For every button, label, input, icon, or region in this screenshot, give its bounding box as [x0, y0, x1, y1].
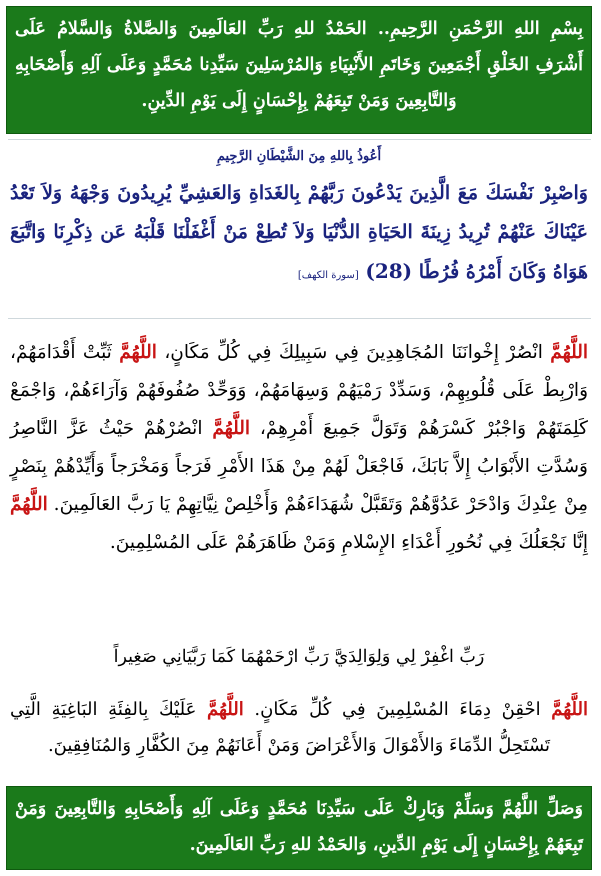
- allahumma-word: اللَّهُمَّ: [10, 494, 48, 515]
- dua-part: احْقِنْ دِمَاءَ المُسْلِمِينَ فِي كُلِّ مَكَانٍ.: [243, 699, 552, 720]
- header-text: بِسْمِ اللهِ الرَّحْمَنِ الرَّحِيمِ.. الحَمْدُ للهِ رَبِّ العَالَمِينَ وَالصَّلاةُ وَالسَّلامُ عَلَى أَشْرَفِ الخَلْقِ أَجْمَعِينَ وَخَاتَمِ الأَنْبِيَاءِ وَالمُرْسَلِينَ سَيِّدِنا مُحَمَّدٍ وَعَلَى آلِهِ وَأَصْحَابِهِ وَالتَّابِعِينَ وَمَنْ تَبِعَهُمْ بِإِحْسَانٍ إِلَى يَوْمِ الدِّينِ.: [15, 19, 583, 111]
- allahumma-word: اللَّهُمَّ: [550, 342, 589, 363]
- allahumma-word: اللَّهُمَّ: [551, 699, 589, 720]
- dua-parents: [10, 640, 588, 674]
- allahumma-word: اللَّهُمَّ: [119, 342, 157, 363]
- allahumma-word: اللَّهُمَّ: [212, 418, 251, 439]
- footer-banner: [6, 786, 592, 870]
- quran-verse: [10, 174, 588, 298]
- dua-mujahideen: [10, 334, 588, 562]
- surah-reference: [سورة الكهف]: [297, 270, 359, 281]
- header-banner: [6, 6, 592, 134]
- footer-text: وَصَلِّ اللَّهُمَّ وَسَلِّمْ وَبَارِكْ عَلَى سَيِّدِنَا مُحَمَّدٍ وَعَلَى آلِهِ وَأَصْحَابِهِ وَالتَّابِعِينَ وَمَنْ تَبِعَهُمْ بِإِحْسَانٍ إِلَى يَوْمِ الدِّينِ، وَالحَمْدُ للهِ رَبِّ العَالَمِينَ.: [15, 799, 583, 855]
- dua-part: انْصُرْ إِخْوانَنَا المُجَاهِدِينَ فِي سَبِيلِكَ فِي كُلِّ مَكَانٍ،: [156, 342, 551, 363]
- dua-part: ثَبِّتْ أَقْدَامَهُمْ، وَارْبِطْ عَلَى قُلُوبِهِمْ، وَسَدِّدْ رَمْيَهُمْ وَسِهَامَهُمْ، وَوَحِّدْ صُفُوفَهُمْ وَآرَاءَهُمْ، وَاجْمَعْ كَلِمَتَهُمْ وَاجْبُرْ كَسْرَهُمْ وَتَوَلَّ جَمِيعَ أَمْرِهِمْ،: [10, 342, 588, 439]
- divider: [8, 139, 591, 140]
- istiaza-line: [10, 146, 588, 168]
- istiaza-text: أَعُوذُ بِاللهِ مِنَ الشَّيْطَانِ الرَّجِيمِ: [216, 149, 382, 164]
- dua-parents-text: رَبِّ اغْفِرْ لِي وَلِوَالِدَيَّ رَبِّ ارْحَمْهُمَا كَمَا رَبَّيَانِي صَغِيراً: [113, 647, 485, 667]
- verse-text: وَاصْبِرْ نَفْسَكَ مَعَ الَّذِينَ يَدْعُونَ رَبَّهُمْ بِالغَدَاةِ وَالعَشِيِّ يُرِيدُونَ وَجْهَهُ وَلاَ تَعْدُ عَيْنَاكَ عَنْهُمْ تُرِيدُ زِينَةَ الحَيَاةِ الدُّنْيَا وَلاَ تُطِعْ مَنْ أَغْفَلْنَا قَلْبَهُ عَن ذِكْرِنَا وَاتَّبَعَ هَوَاهُ وَكَانَ أَمْرُهُ فُرُطًا: [10, 182, 588, 283]
- dua-muslim-blood: [10, 692, 588, 764]
- divider: [8, 318, 591, 319]
- dua-part: إِنَّا نَجْعَلُكَ فِي نُحُورِ أَعْدَاءِ الإِسْلامِ وَمَنْ ظَاهَرَهُمْ عَلَى المُسْلِمِينَ.: [109, 532, 588, 553]
- dua-part: عَلَيْكَ بِالفِئَةِ البَاغِيَةِ الَّتِي تَسْتَحِلُّ الدِّمَاءَ وَالأَمْوَالَ وَالأَعْرَاضَ وَمَنْ أَعَانَهُمْ مِنَ الكُفَّارِ وَالمُنَافِقِينَ.: [10, 699, 551, 756]
- verse-number: (28): [365, 259, 413, 283]
- dua-part: انْصُرْهُمْ حَيْثُ عَزَّ النَّاصِرُ وَسُدَّتِ الأَبْوَابُ إِلاَّ بَابَكَ، فَاجْعَلْ لَهُمْ مِنْ هَذَا الأَمْرِ فَرَجاً وَمَخْرَجاً وَأَيِّدْهُمْ بِنَصْرٍ مِنْ عِنْدِكَ وَادْحَرْ عَدُوَّهُمْ وَتَقَبَّلْ شُهَدَاءَهُمْ وَأَخْلِصْ نِيَّاتِهِمْ يَا رَبَّ العَالَمِينَ.: [10, 418, 588, 515]
- allahumma-word: اللَّهُمَّ: [207, 699, 244, 720]
